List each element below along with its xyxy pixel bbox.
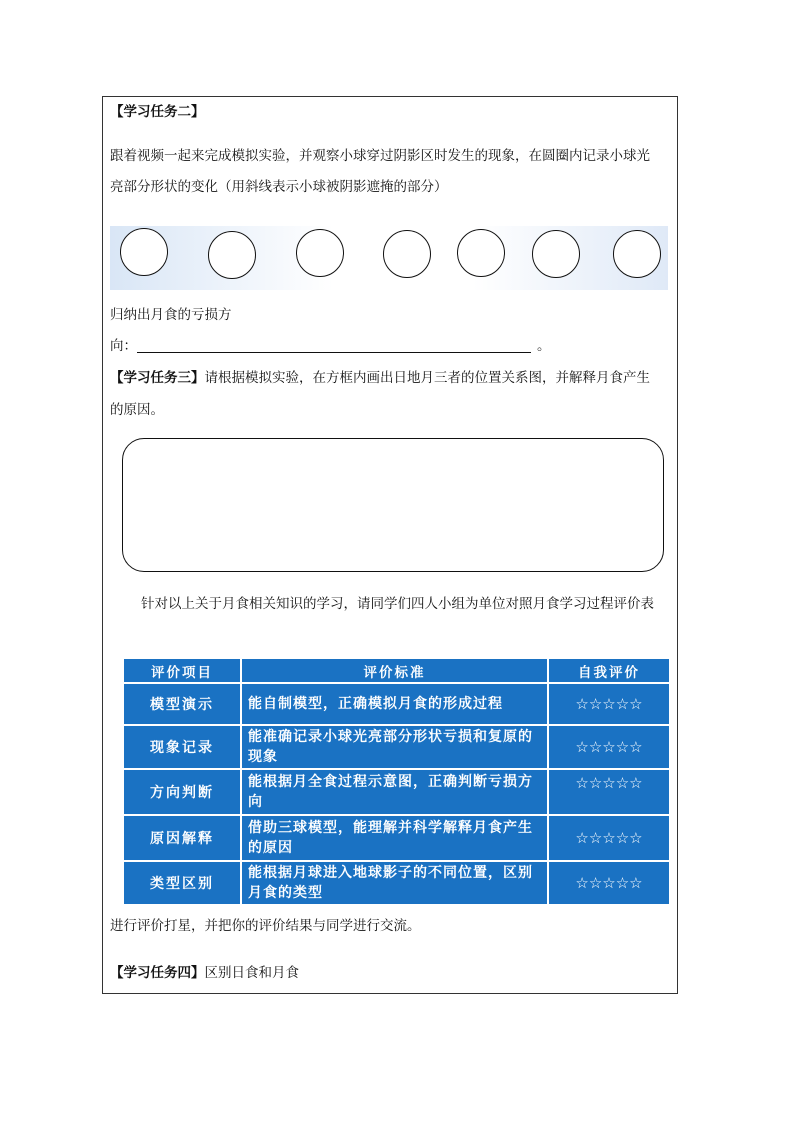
record-circle-5[interactable] <box>457 229 505 277</box>
table-header-row <box>124 659 669 682</box>
row-item: 模型演示 <box>124 684 240 724</box>
task4-text: 区别日食和月食 <box>204 965 299 981</box>
table-row <box>124 816 669 860</box>
record-circle-4[interactable] <box>383 230 431 278</box>
summary-prefix: 向： <box>110 338 137 354</box>
table-row <box>124 770 669 814</box>
task4-heading: 【学习任务四】 <box>110 965 205 981</box>
row-standard: 能根据月全食过程示意图，正确判断亏损方向 <box>242 770 547 814</box>
table-row <box>124 726 669 768</box>
header-self-rating: 自我评价 <box>549 659 669 682</box>
record-circle-3[interactable] <box>296 229 344 277</box>
row-item: 类型区别 <box>124 862 240 904</box>
star-rating[interactable]: ☆☆☆☆☆ <box>549 862 669 904</box>
row-item: 现象记录 <box>124 726 240 768</box>
summary-label: 归纳出月食的亏损方 <box>110 307 232 323</box>
task3-line2: 的原因。 <box>110 402 164 418</box>
star-rating[interactable]: ☆☆☆☆☆ <box>549 770 669 814</box>
star-rating[interactable]: ☆☆☆☆☆ <box>549 684 669 724</box>
summary-answer-line[interactable] <box>137 352 531 353</box>
task2-instruction-line1: 跟着视频一起来完成模拟实验，并观察小球穿过阴影区时发生的现象，在圆圈内记录小球光 <box>110 148 650 164</box>
task3-heading: 【学习任务三】 <box>110 370 205 386</box>
record-circle-2[interactable] <box>208 231 256 279</box>
drawing-box[interactable] <box>122 438 664 572</box>
evaluation-table <box>122 657 671 906</box>
row-item: 原因解释 <box>124 816 240 860</box>
task3-text: 请根据模拟实验，在方框内画出日地月三者的位置关系图，并解释月食产生 <box>204 370 650 386</box>
row-standard: 能根据月球进入地球影子的不同位置，区别月食的类型 <box>242 862 547 904</box>
task3-line1 <box>110 372 650 386</box>
task2-heading: 【学习任务二】 <box>110 104 205 120</box>
star-rating[interactable]: ☆☆☆☆☆ <box>549 816 669 860</box>
row-standard: 借助三球模型，能理解并科学解释月食产生的原因 <box>242 816 547 860</box>
header-standard: 评价标准 <box>242 659 547 682</box>
table-row <box>124 684 669 724</box>
header-item: 评价项目 <box>124 659 240 682</box>
star-rating[interactable]: ☆☆☆☆☆ <box>549 726 669 768</box>
task4-line <box>110 967 299 981</box>
task2-instruction-line2: 亮部分形状的变化（用斜线表示小球被阴影遮掩的部分） <box>110 179 448 195</box>
evaluation-intro: 针对以上关于月食相关知识的学习，请同学们四人小组为单位对照月食学习过程评价表 <box>141 596 654 612</box>
row-item: 方向判断 <box>124 770 240 814</box>
summary-end-mark: 。 <box>537 338 551 354</box>
record-circle-1[interactable] <box>120 228 168 276</box>
row-standard: 能准确记录小球光亮部分形状亏损和复原的现象 <box>242 726 547 768</box>
table-row <box>124 862 669 904</box>
record-circle-7[interactable] <box>613 230 661 278</box>
record-circle-6[interactable] <box>532 230 580 278</box>
row-standard: 能自制模型，正确模拟月食的形成过程 <box>242 684 547 724</box>
after-table-text: 进行评价打星，并把你的评价结果与同学进行交流。 <box>110 918 421 934</box>
